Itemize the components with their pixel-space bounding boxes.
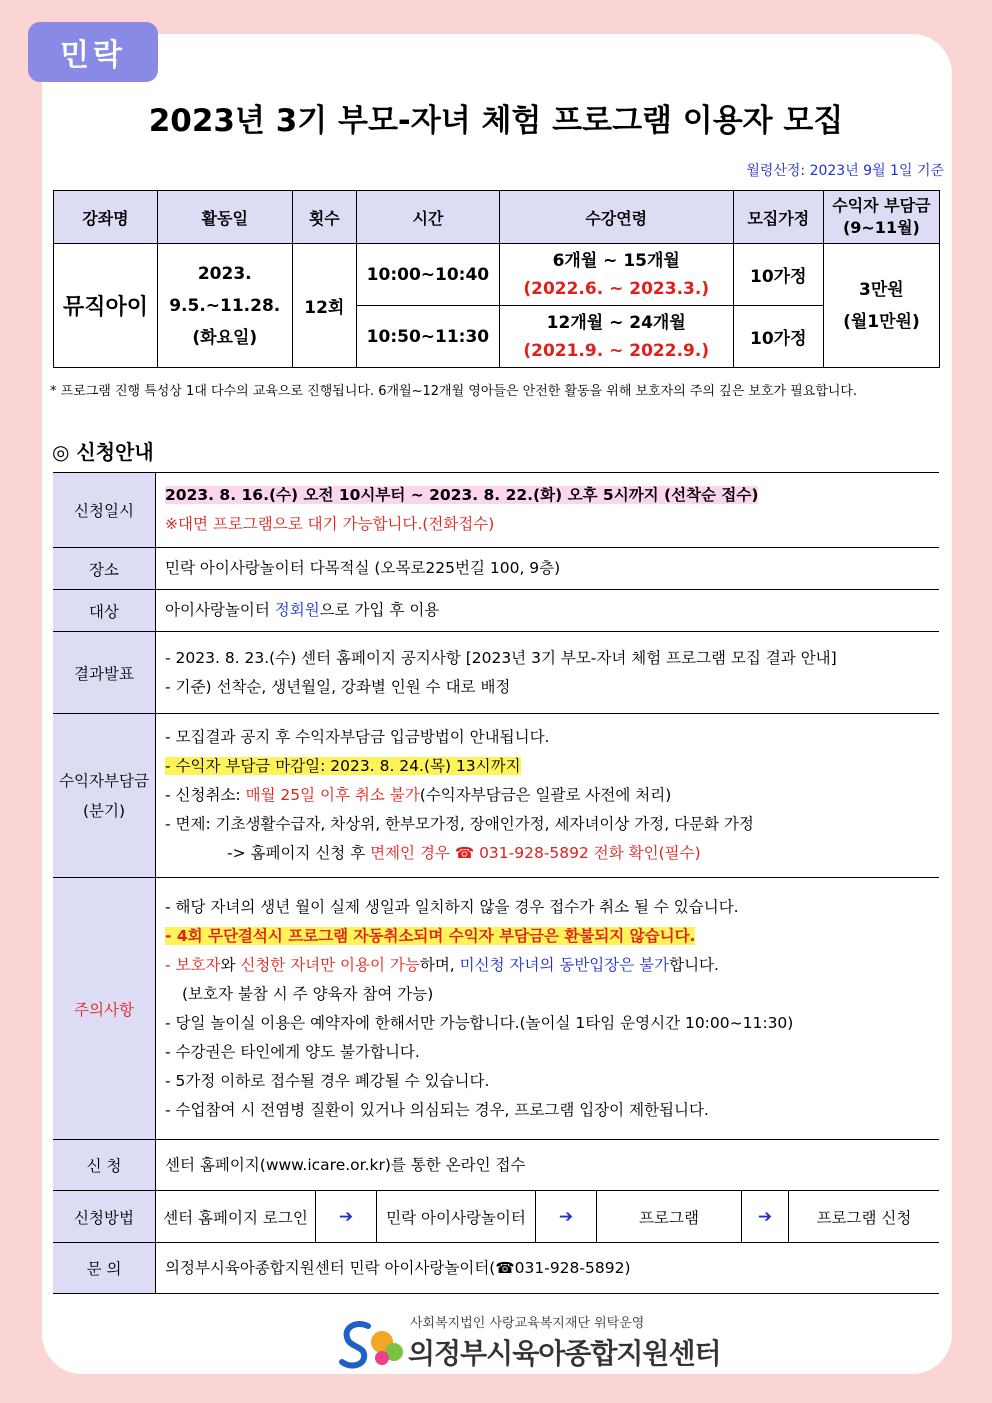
course-name: 뮤직아이 [54, 244, 158, 368]
age-range-2: 12개월 ~ 24개월 (2021.9. ~ 2022.9.) [499, 306, 733, 368]
fee-cell: 3만원 (월1만원) [823, 244, 939, 368]
fee-content: - 모집결과 공지 후 수익자부담금 입금방법이 안내됩니다. - 수익자 부담금 마감일: 2023. 8. 24.(목) 13시까지 - 신청취소: 매월 25일 이후 취소 불가(수익자부담금은 일괄로 사전에 처리) - 면제: 기초생활수급자, 차상위, 한부모가정, 장애인가정, 세자녀이상 가정, 다문화 가정 -> 홈페이지 신청 후 면제인 경우 ☎ 031-928-5892 전화 확인(필수) [156, 714, 940, 878]
result-content: - 2023. 8. 23.(수) 센터 홈페이지 공지사항 [2023년 3기 부모-자녀 체험 프로그램 모집 결과 안내] - 기준) 선착순, 생년월일, 강좌별 인원 수 대로 배정 [156, 632, 940, 714]
header-families: 모집가정 [733, 191, 823, 244]
contact-label: 문 의 [53, 1243, 156, 1294]
time-slot-1: 10:00~10:40 [357, 244, 500, 306]
header-time: 시간 [357, 191, 500, 244]
header-sessions: 횟수 [292, 191, 356, 244]
badge: 민락 [28, 22, 158, 82]
apply-date-content: 2023. 8. 16.(수) 오전 10시부터 ~ 2023. 8. 22.(화) 오후 5시까지 (선착순 접수) ※대면 프로그램으로 대기 가능합니다.(전화접수) [156, 473, 940, 548]
application-info-table [53, 472, 939, 1294]
header-date: 활동일 [157, 191, 292, 244]
header-fee: 수익자 부담금 (9~11월) [823, 191, 939, 244]
target-label: 대상 [53, 590, 156, 632]
center-logo-icon [338, 1318, 406, 1370]
step-program: 프로그램 [597, 1191, 742, 1242]
step-playground: 민락 아이사랑놀이터 [377, 1191, 536, 1242]
step-login: 센터 홈페이지 로그인 [156, 1191, 316, 1242]
contact-content: 의정부시육아종합지원센터 민락 아이사랑놀이터(☎031-928-5892) [156, 1243, 940, 1294]
session-count: 12회 [292, 244, 356, 368]
header-course: 강좌명 [54, 191, 158, 244]
target-content: 아이사랑놀이터 정회원으로 가입 후 이용 [156, 590, 940, 632]
age-range-1: 6개월 ~ 15개월 (2022.6. ~ 2023.3.) [499, 244, 733, 306]
footer-center-name: 의정부시육아종합지원센터 [408, 1337, 721, 1370]
method-steps [156, 1191, 940, 1243]
footer-operator: 사회복지법인 사랑교육복지재단 위탁운영 [410, 1316, 645, 1331]
age-basis-note: 월령산정: 2023년 9월 1일 기준 [746, 163, 944, 179]
page-title: 2023년 3기 부모-자녀 체험 프로그램 이용자 모집 [148, 103, 844, 139]
arrow-icon: ➔ [742, 1191, 789, 1242]
apply-content: 센터 홈페이지(www.icare.or.kr)를 통한 온라인 접수 [156, 1140, 940, 1191]
caution-label: 주의사항 [53, 878, 156, 1140]
arrow-icon: ➔ [536, 1191, 597, 1242]
section-title: ◎ 신청안내 [52, 440, 154, 464]
caution-content: - 해당 자녀의 생년 월이 실제 생일과 일치하지 않을 경우 접수가 취소 될 수 있습니다. - 4회 무단결석시 프로그램 자동취소되며 수익자 부담금은 환불되지 않습니다. - 보호자와 신청한 자녀만 이용이 가능하며, 미신청 자녀의 동반입장은 불가합니다. (보호자 불참 시 주 양육자 참여 가능) - 당일 놀이실 이용은 예약자에 한해서만 가능합니다.(놀이실 1타임 운영시간 10:00~11:30) - 수강권은 타인에게 양도 불가합니다. - 5가정 이하로 접수될 경우 폐강될 수 있습니다. - 수업참여 시 전염병 질환이 있거나 의심되는 경우, 프로그램 입장이 제한됩니다. [156, 878, 940, 1140]
step-apply: 프로그램 신청 [816, 1208, 912, 1227]
activity-date: 2023. 9.5.~11.28. (화요일) [157, 244, 292, 368]
apply-label: 신 청 [53, 1140, 156, 1191]
fee-label: 수익자부담금 (분기) [53, 714, 156, 878]
families-1: 10가정 [733, 244, 823, 306]
place-label: 장소 [53, 548, 156, 590]
arrow-icon: ➔ [316, 1191, 377, 1242]
result-label: 결과발표 [53, 632, 156, 714]
apply-date-label: 신청일시 [53, 473, 156, 548]
families-2: 10가정 [733, 306, 823, 368]
program-note: * 프로그램 진행 특성상 1대 다수의 교육으로 진행됩니다. 6개월~12개월 영아들은 안전한 활동을 위해 보호자의 주의 깊은 보호가 필요합니다. [50, 384, 858, 399]
program-table [53, 190, 940, 368]
time-slot-2: 10:50~11:30 [357, 306, 500, 368]
place-content: 민락 아이사랑놀이터 다목적실 (오목로225번길 100, 9층) [156, 548, 940, 590]
method-label: 신청방법 [53, 1191, 156, 1243]
header-age: 수강연령 [499, 191, 733, 244]
